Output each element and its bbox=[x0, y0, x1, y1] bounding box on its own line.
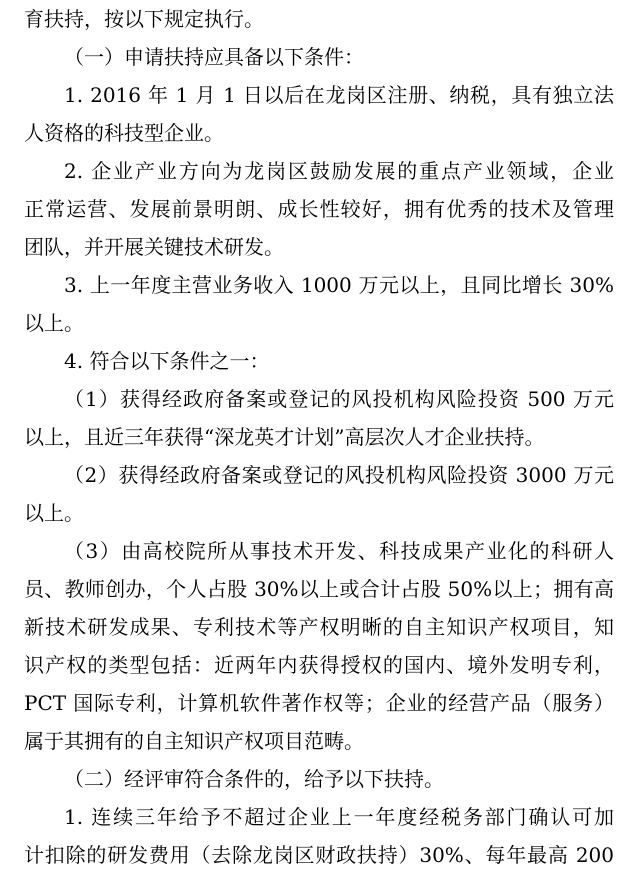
text-line-15: （3）由高校院所从事技术开发、科技成果产业化的科研人 bbox=[64, 539, 614, 563]
text-line-18: 识产权的类型包括：近两年内获得授权的国内、境外发明专利， bbox=[24, 653, 614, 677]
text-line-8: 3. 上一年度主营业务收入 1000 万元以上，且同比增长 30% bbox=[64, 273, 614, 297]
text-line-5: 2. 企业产业方向为龙岗区鼓励发展的重点产业领域，企业 bbox=[64, 159, 614, 183]
text-line-4: 人资格的科技型企业。 bbox=[24, 121, 224, 145]
text-line-17: 新技术研发成果、专利技术等产权明晰的自主知识产权项目，知 bbox=[24, 615, 614, 639]
text-line-16: 员、教师创办，个人占股 30%以上或合计占股 50%以上；拥有高 bbox=[24, 577, 614, 601]
section-heading-2: （二）经评审符合条件的，给予以下扶持。 bbox=[64, 767, 444, 791]
text-line-12: 以上，且近三年获得“深龙英才计划”高层次人才企业扶持。 bbox=[24, 425, 545, 449]
text-line-22: 1. 连续三年给予不超过企业上一年度经税务部门确认可加 bbox=[64, 805, 614, 829]
text-line-11: （1）获得经政府备案或登记的风投机构风险投资 500 万元 bbox=[64, 387, 614, 411]
text-line-14: 以上。 bbox=[24, 501, 84, 525]
text-line-20: 属于其拥有的自主知识产权项目范畴。 bbox=[24, 729, 364, 753]
text-line-1: 育扶持，按以下规定执行。 bbox=[24, 7, 264, 31]
text-line-10: 4. 符合以下条件之一： bbox=[64, 349, 270, 373]
text-line-9: 以上。 bbox=[24, 311, 84, 335]
text-line-13: （2）获得经政府备案或登记的风投机构风险投资 3000 万元 bbox=[64, 463, 614, 487]
text-line-19: PCT 国际专利，计算机软件著作权等；企业的经营产品（服务） bbox=[24, 691, 614, 715]
text-line-7: 团队，并开展关键技术研发。 bbox=[24, 235, 284, 259]
text-line-6: 正常运营、发展前景明朗、成长性较好，拥有优秀的技术及管理 bbox=[24, 197, 614, 221]
text-line-23: 计扣除的研发费用（去除龙岗区财政扶持）30%、每年最高 200 bbox=[24, 843, 614, 867]
text-line-3: 1. 2016 年 1 月 1 日以后在龙岗区注册、纳税，具有独立法 bbox=[64, 83, 614, 107]
section-heading-1: （一）申请扶持应具备以下条件： bbox=[64, 45, 364, 69]
